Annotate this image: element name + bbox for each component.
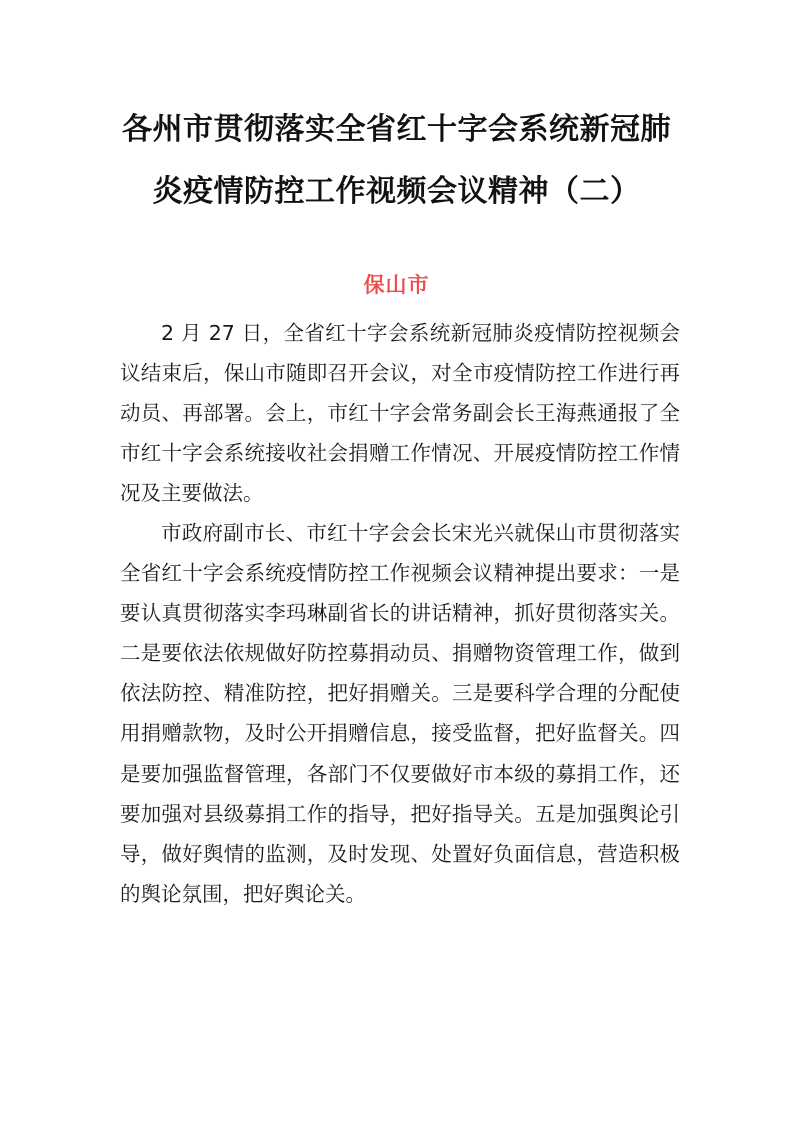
body-paragraph-1: 2 月 27 日，全省红十字会系统新冠肺炎疫情防控视频会议结束后，保山市随即召开会议，对全市疫情防控工作进行再动员、再部署。会上，市红十字会常务副会长王海燕通报了全市红十字会系统接收社会捐赠工作情况、开展疫情防控工作情况及主要做法。 xyxy=(120,321,680,506)
document-title-line-1: 各州市贯彻落实全省红十字会系统新冠肺 xyxy=(122,112,671,147)
body-paragraph-2: 市政府副市长、市红十字会会长宋光兴就保山市贯彻落实全省红十字会系统疫情防控工作视频会议精神提出要求：一是要认真贯彻落实李玛琳副省长的讲话精神，抓好贯彻落实关。二是要依法依规做好防控募捐动员、捐赠物资管理工作，做到依法防控、精准防控，把好捐赠关。三是要科学合理的分配使用捐赠款物，及时公开捐赠信息，接受监督，把好监督关。四是要加强监督管理，各部门不仅要做好市本级的募捐工作，还要加强对县级募捐工作的指导，把好指导关。五是加强舆论引导，做好舆情的监测，及时发现、处置好负面信息，营造积极的舆论氛围，把好舆论关。 xyxy=(120,521,680,906)
section-heading: 保山市 xyxy=(363,272,430,297)
document-title-line-2: 炎疫情防控工作视频会议精神（二） xyxy=(152,174,641,209)
